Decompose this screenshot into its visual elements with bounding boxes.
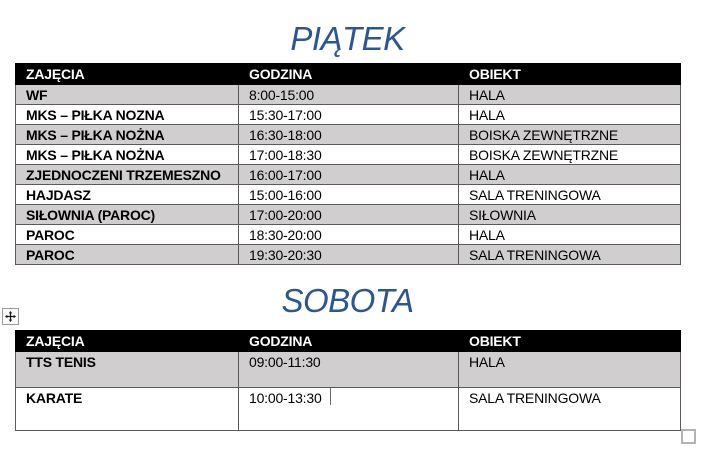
cell-obiekt[interactable]: BOISKA ZEWNĘTRZNE xyxy=(459,145,681,165)
table-row xyxy=(16,205,681,225)
cell-zajecia[interactable]: MKS – PIŁKA NOŻNA xyxy=(16,145,239,165)
cell-zajecia[interactable]: MKS – PIŁKA NOŻNA xyxy=(16,125,239,145)
table-header-row xyxy=(16,331,681,352)
cell-obiekt[interactable]: HALA xyxy=(459,352,681,388)
cell-obiekt[interactable]: HALA xyxy=(459,225,681,245)
cell-zajecia[interactable]: KARATE xyxy=(16,388,239,431)
move-arrows-icon xyxy=(5,311,16,322)
saturday-title[interactable]: SOBOTA xyxy=(281,282,414,319)
cell-obiekt[interactable]: HALA xyxy=(459,165,681,185)
cell-godzina[interactable]: 17:00-20:00 xyxy=(239,205,459,225)
cell-obiekt[interactable]: SALA TRENINGOWA xyxy=(459,185,681,205)
table-resize-handle[interactable] xyxy=(681,429,696,444)
friday-title[interactable]: PIĄTEK xyxy=(290,20,405,57)
table-row xyxy=(16,352,681,388)
cell-godzina[interactable]: 17:00-18:30 xyxy=(239,145,459,165)
table-row xyxy=(16,85,681,105)
cell-obiekt[interactable]: SALA TRENINGOWA xyxy=(459,245,681,265)
table-header-row xyxy=(16,64,681,85)
cell-godzina[interactable]: 10:00-13:30 xyxy=(239,388,459,431)
cell-godzina[interactable]: 15:00-16:00 xyxy=(239,185,459,205)
header-cell-obiekt[interactable]: OBIEKT xyxy=(459,331,681,352)
cell-zajecia[interactable]: PAROC xyxy=(16,245,239,265)
table-row xyxy=(16,225,681,245)
cell-godzina[interactable]: 19:30-20:30 xyxy=(239,245,459,265)
cell-zajecia[interactable]: ZJEDNOCZENI TRZEMESZNO xyxy=(16,165,239,185)
cell-zajecia[interactable]: PAROC xyxy=(16,225,239,245)
cell-obiekt[interactable]: HALA xyxy=(459,85,681,105)
cell-obiekt[interactable]: SIŁOWNIA xyxy=(459,205,681,225)
cell-zajecia[interactable]: WF xyxy=(16,85,239,105)
cell-godzina[interactable]: 16:30-18:00 xyxy=(239,125,459,145)
saturday-schedule-table xyxy=(15,330,681,431)
header-cell-godzina[interactable]: GODZINA xyxy=(239,64,459,85)
cell-zajecia[interactable]: SIŁOWNIA (PAROC) xyxy=(16,205,239,225)
cell-godzina[interactable]: 09:00-11:30 xyxy=(239,352,459,388)
header-cell-zajecia[interactable]: ZAJĘCIA xyxy=(16,331,239,352)
cell-zajecia[interactable]: TTS TENIS xyxy=(16,352,239,388)
cell-godzina[interactable]: 16:00-17:00 xyxy=(239,165,459,185)
cell-zajecia[interactable]: HAJDASZ xyxy=(16,185,239,205)
header-cell-zajecia[interactable]: ZAJĘCIA xyxy=(16,64,239,85)
header-cell-godzina[interactable]: GODZINA xyxy=(239,331,459,352)
friday-schedule-table xyxy=(15,63,681,265)
cell-godzina[interactable]: 18:30-20:00 xyxy=(239,225,459,245)
table-row xyxy=(16,105,681,125)
cell-zajecia[interactable]: MKS – PIŁKA NOZNA xyxy=(16,105,239,125)
cell-obiekt[interactable]: SALA TRENINGOWA xyxy=(459,388,681,431)
text-caret xyxy=(330,388,331,405)
table-row xyxy=(16,125,681,145)
table-row xyxy=(16,165,681,185)
header-cell-obiekt[interactable]: OBIEKT xyxy=(459,64,681,85)
table-row xyxy=(16,185,681,205)
table-row xyxy=(16,388,681,431)
table-row xyxy=(16,245,681,265)
table-move-handle[interactable] xyxy=(2,308,19,325)
cell-obiekt[interactable]: BOISKA ZEWNĘTRZNE xyxy=(459,125,681,145)
cell-godzina[interactable]: 8:00-15:00 xyxy=(239,85,459,105)
cell-godzina[interactable]: 15:30-17:00 xyxy=(239,105,459,125)
cell-obiekt[interactable]: HALA xyxy=(459,105,681,125)
table-row xyxy=(16,145,681,165)
